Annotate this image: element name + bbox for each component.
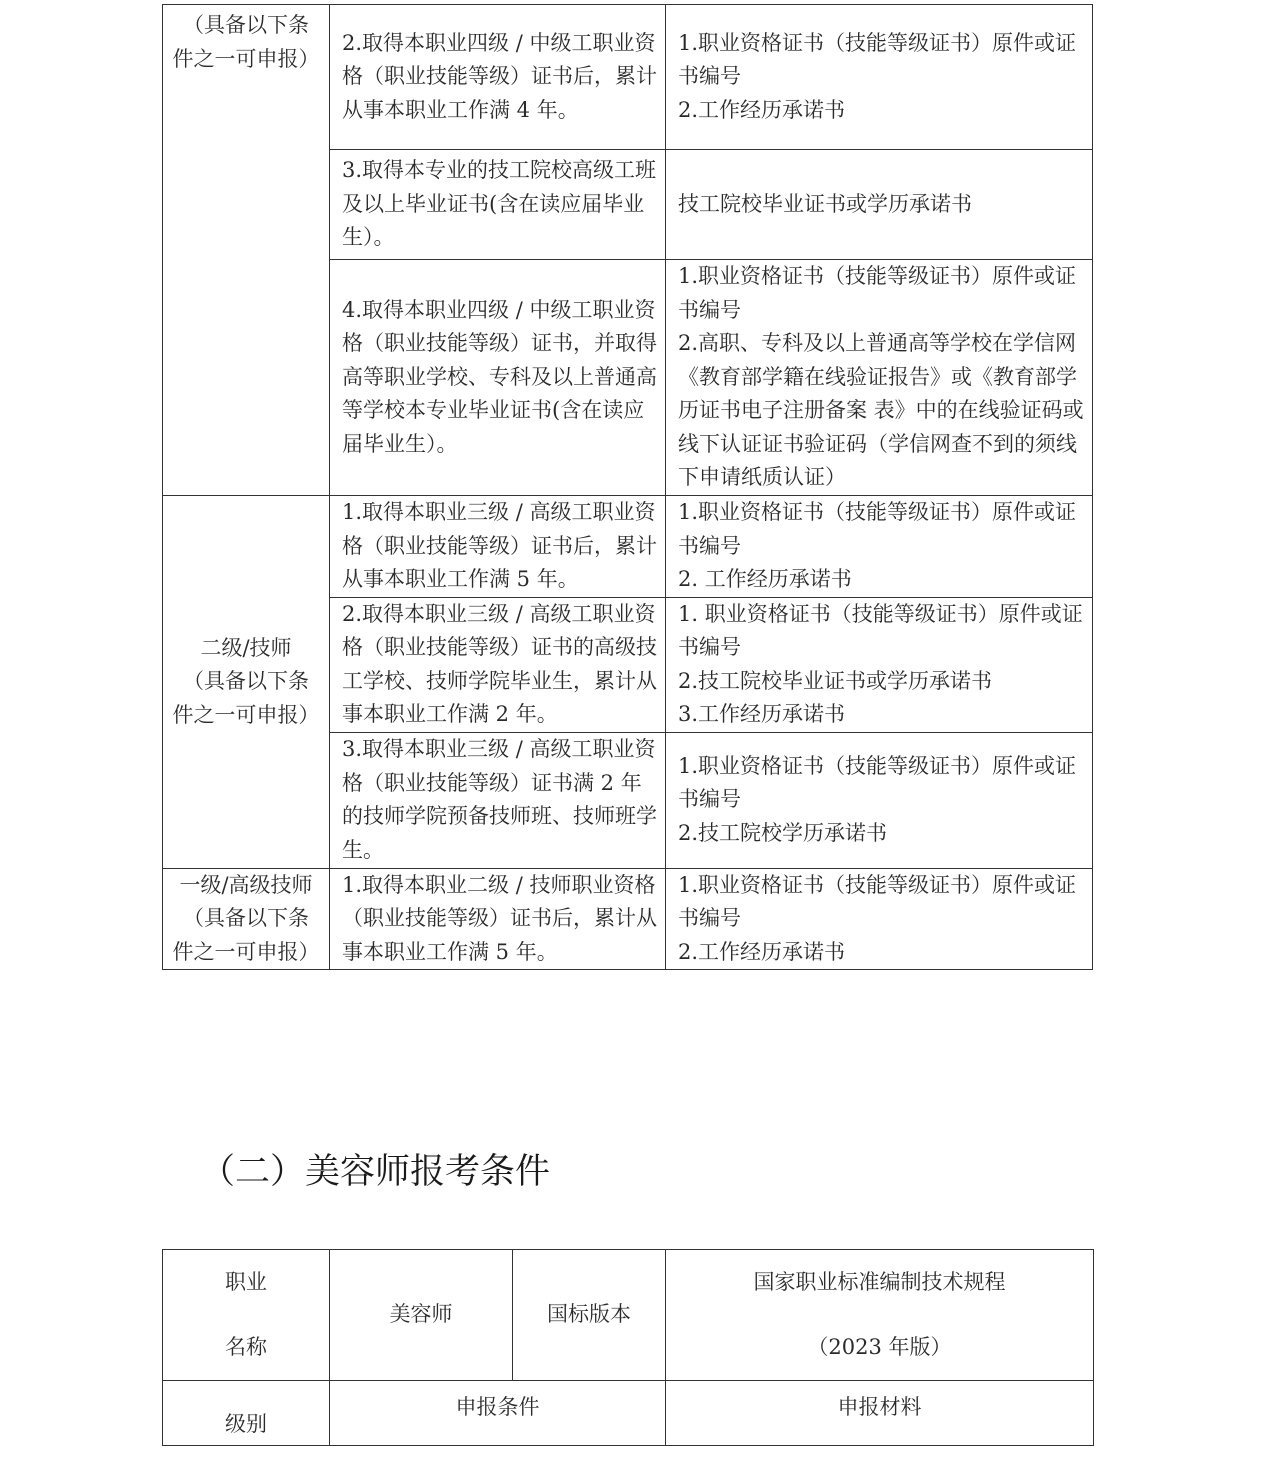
materials-cell: 1. 职业资格证书（技能等级证书）原件或证书编号 2.技工院校毕业证书或学历承诺书 3.工作经历承诺书 xyxy=(666,597,1093,732)
table-row xyxy=(163,868,1093,970)
requirements-table xyxy=(162,4,1093,970)
section-heading: （二）美容师报考条件 xyxy=(200,1152,551,1192)
level-cell: 一级/高级技师 （具备以下条 件之一可申报） xyxy=(163,868,330,970)
materials-header-cell: 申报材料 xyxy=(666,1381,1094,1446)
table-row xyxy=(163,1250,1094,1381)
table-row xyxy=(163,1381,1094,1446)
condition-cell: 3.取得本专业的技工院校高级工班及以上毕业证书(含在读应届毕业生）。 xyxy=(330,150,666,260)
level-cell: （具备以下条 件之一可申报） xyxy=(163,5,330,496)
materials-cell: 1.职业资格证书（技能等级证书）原件或证书编号 2.高职、专科及以上普通高等学校在学信网《教育部学籍在线验证报告》或《教育部学历证书电子注册备案 表》中的在线验证码或线下认证证书验证码（学信网查不到的须线下申请纸质认证） xyxy=(666,260,1093,496)
condition-header-cell: 申报条件 xyxy=(330,1381,666,1446)
occupation-value-cell: 美容师 xyxy=(330,1250,513,1381)
version-label-cell: 国标版本 xyxy=(513,1250,666,1381)
condition-cell: 2.取得本职业三级 / 高级工职业资格（职业技能等级）证书的高级技工学校、技师学院毕业生，累计从事本职业工作满 2 年。 xyxy=(330,597,666,732)
beautician-table xyxy=(162,1249,1094,1446)
level-cell: 二级/技师 （具备以下条 件之一可申报） xyxy=(163,496,330,869)
materials-cell: 1.职业资格证书（技能等级证书）原件或证书编号 2.工作经历承诺书 xyxy=(666,868,1093,970)
condition-cell: 3.取得本职业三级 / 高级工职业资格（职业技能等级）证书满 2 年的技师学院预备技师班、技师班学生。 xyxy=(330,732,666,868)
version-value-cell: 国家职业标准编制技术规程 （2023 年版） xyxy=(666,1250,1094,1381)
condition-cell: 1.取得本职业三级 / 高级工职业资格（职业技能等级）证书后，累计从事本职业工作满 5 年。 xyxy=(330,496,666,598)
condition-cell: 2.取得本职业四级 / 中级工职业资格（职业技能等级）证书后，累计从事本职业工作满 4 年。 xyxy=(330,5,666,150)
materials-cell: 技工院校毕业证书或学历承诺书 xyxy=(666,150,1093,260)
materials-cell: 1.职业资格证书（技能等级证书）原件或证书编号 2.工作经历承诺书 xyxy=(666,5,1093,150)
materials-cell: 1.职业资格证书（技能等级证书）原件或证书编号 2. 工作经历承诺书 xyxy=(666,496,1093,598)
occupation-label-cell: 职业 名称 xyxy=(163,1250,330,1381)
condition-cell: 1.取得本职业二级 / 技师职业资格（职业技能等级）证书后，累计从事本职业工作满 5 年。 xyxy=(330,868,666,970)
materials-cell: 1.职业资格证书（技能等级证书）原件或证书编号 2.技工院校学历承诺书 xyxy=(666,732,1093,868)
level-label-cell: 级别 xyxy=(163,1381,330,1446)
table-row xyxy=(163,5,1093,150)
condition-cell: 4.取得本职业四级 / 中级工职业资格（职业技能等级）证书，并取得高等职业学校、专科及以上普通高等学校本专业毕业证书(含在读应届毕业生）。 xyxy=(330,260,666,496)
table-row xyxy=(163,496,1093,598)
